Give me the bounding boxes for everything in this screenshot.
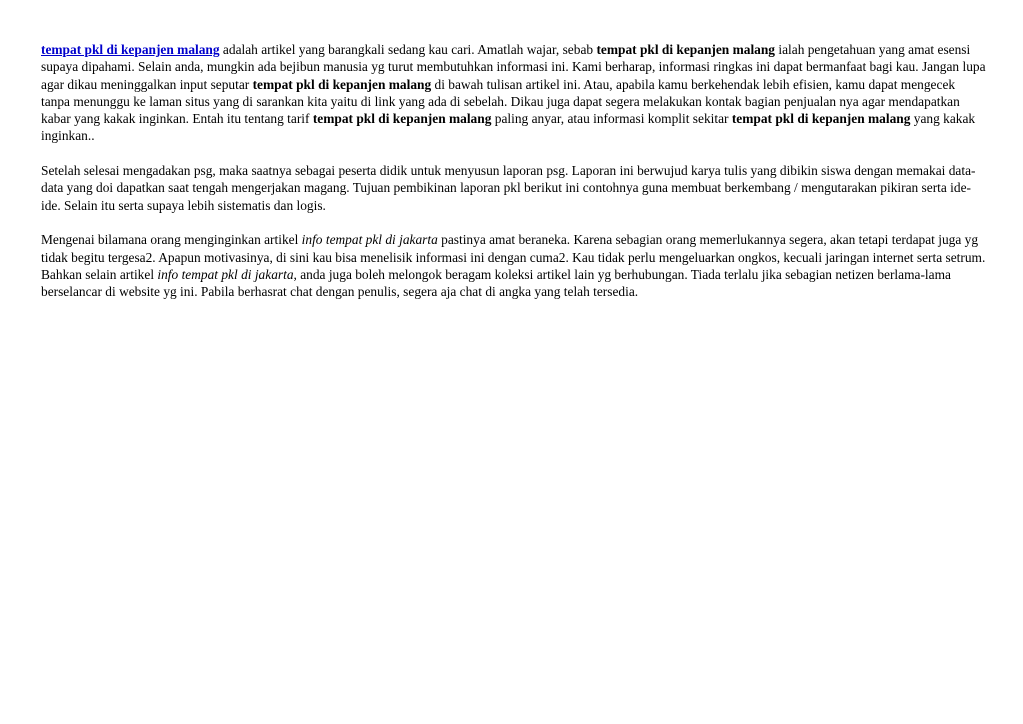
article-title-link[interactable]: tempat pkl di kepanjen malang	[41, 42, 220, 57]
keyword-italic-2: info tempat pkl di jakarta	[157, 266, 294, 282]
keyword-bold-1: tempat pkl di kepanjen malang	[596, 42, 776, 57]
paragraph-1-text-5: yang kakak inginkan..	[41, 111, 976, 144]
paragraph-3-text-2: pastinya amat beraneka. Karena sebagian orang memerlukannya segera, akan tetapi terdapat juga yg tidak begitu tergesa2. Apapun motivasinya, di sini kau bisa menelisik informasi ini dengan cuma2. Kau tidak perlu mengeluarkan ongkos, kecuali jaringan internet serta setrum. Bahkan selain artikel	[41, 232, 986, 282]
paragraph-1-text-2: ialah pengetahuan yang amat esensi supaya dipahami. Selain anda, mungkin ada bejibun manusia yg turut membutuhkan informasi ini. Kami berharap, informasi ringkas ini dapat bermanfaat bagi kau. Jangan lupa agar dikau meninggalkan input seputar	[41, 42, 986, 92]
keyword-italic-1: info tempat pkl di jakarta	[301, 232, 438, 248]
paragraph-1	[41, 41, 986, 145]
paragraph-1-text-3: di bawah tulisan artikel ini. Atau, apabila kamu berkehendak lebih efisien, kamu dapat mengecek tanpa menunggu ke laman situs yang di sarankan kita yaitu di link yang ada di sebelah. Dikau juga dapat segera melakukan kontak bagian penjualan nya agar mendapatkan kabar yang kakak inginkan. Entah itu tentang tarif	[41, 76, 960, 127]
keyword-bold-4: tempat pkl di kepanjen malang	[731, 111, 911, 127]
paragraph-1-text-4: paling anyar, atau informasi komplit sekitar	[491, 111, 732, 127]
paragraph-3-text-3: , anda juga boleh melongok beragam koleksi artikel lain yg berhubungan. Tiada terlalu jika sebagian netizen berlama-lama berselancar di website yg ini. Pabila berhasrat chat dengan penulis, segera aja chat di angka yang telah tersedia.	[41, 266, 951, 300]
keyword-bold-3: tempat pkl di kepanjen malang	[312, 111, 492, 127]
paragraph-3-text-1: Mengenai bilamana orang menginginkan artikel	[41, 232, 302, 248]
article-body	[41, 41, 986, 318]
paragraph-2: Setelah selesai mengadakan psg, maka saatnya sebagai peserta didik untuk menyusun laporan psg. Laporan ini berwujud karya tulis yang dibikin siswa dengan memakai data-data yang doi dapatkan saat tengah mengerjakan magang. Tujuan pembikinan laporan pkl berikut ini contohnya guna membuat berkembang / mengutarakan pikiran serta ide-ide. Selain itu serta supaya lebih sistematis dan logis.	[41, 163, 976, 213]
keyword-bold-2: tempat pkl di kepanjen malang	[252, 76, 432, 92]
paragraph-3	[41, 231, 986, 300]
paragraph-1-text-1: adalah artikel yang barangkali sedang kau cari. Amatlah wajar, sebab	[219, 42, 597, 57]
